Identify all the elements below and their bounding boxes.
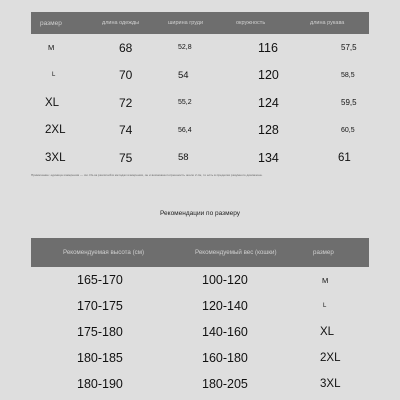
table-row (31, 267, 369, 293)
weight-cell: 140-160 (202, 325, 248, 339)
chest-cell: 54 (178, 69, 189, 81)
table-row (31, 34, 369, 62)
size-cell: L (52, 72, 56, 79)
header-chest: ширина груди (168, 20, 204, 26)
sleeve-cell: 61 (338, 151, 351, 164)
sleeve-cell: 59,5 (341, 98, 357, 108)
table-header-row (31, 238, 369, 267)
chest-cell: 56,4 (178, 126, 192, 134)
height-cell: 165-170 (77, 273, 123, 287)
header-size: размер (313, 249, 334, 256)
sleeve-cell: 58,5 (341, 71, 355, 79)
height-cell: 180-190 (77, 377, 123, 391)
length-cell: 75 (119, 150, 133, 165)
table-row (31, 62, 369, 90)
sleeve-cell: 57,5 (341, 43, 357, 53)
size-cell: M (322, 275, 329, 285)
table-row (31, 89, 369, 117)
weight-cell: 100-120 (202, 273, 248, 287)
circumference-cell: 120 (258, 68, 279, 83)
table-row (31, 293, 369, 319)
chest-cell: 58 (178, 152, 189, 164)
length-cell: 70 (119, 68, 133, 83)
weight-cell: 120-140 (202, 299, 248, 313)
size-cell: XL (320, 326, 335, 338)
circumference-cell: 116 (258, 40, 278, 55)
header-height: Рекомендуемая высота (см) (63, 249, 145, 256)
chest-cell: 55,2 (178, 99, 192, 107)
table-row (31, 319, 369, 345)
size-measurement-table (31, 12, 369, 172)
size-cell: 2XL (320, 352, 341, 364)
length-cell: 68 (119, 40, 133, 55)
table-row (31, 144, 369, 172)
chest-cell: 52,8 (178, 44, 192, 52)
length-cell: 74 (119, 123, 133, 138)
height-cell: 170-175 (77, 299, 123, 313)
sleeve-cell: 60,5 (341, 126, 355, 134)
size-cell: 3XL (320, 378, 341, 390)
size-cell: L (323, 303, 327, 309)
table-row (31, 371, 369, 397)
height-cell: 175-180 (77, 325, 123, 339)
measurement-note: Примечание: единица измерения — см. Из-за различий в методах измерения, он и возможна погрешность около 2 см, то есть в пределах разумного диапазона. (31, 173, 263, 177)
weight-cell: 160-180 (202, 351, 248, 365)
header-circumference: окружность (236, 20, 266, 26)
table-row (31, 345, 369, 371)
circumference-cell: 134 (258, 150, 279, 165)
length-cell: 72 (119, 95, 133, 110)
header-weight: Рекомендуемый вес (кошки) (195, 249, 277, 256)
size-cell: M (48, 43, 55, 53)
recommendation-title: Рекомендации по размеру (159, 210, 241, 217)
size-recommendation-table (31, 238, 369, 397)
height-cell: 180-185 (77, 351, 123, 365)
size-cell: 3XL (45, 151, 66, 164)
circumference-cell: 124 (258, 95, 279, 110)
circumference-cell: 128 (258, 123, 279, 138)
size-cell: XL (45, 96, 60, 109)
weight-cell: 180-205 (202, 377, 248, 391)
size-cell: 2XL (45, 124, 66, 137)
header-length: длина одежды (102, 20, 140, 26)
table-header-row (31, 12, 369, 34)
header-size: размер (40, 19, 62, 27)
header-sleeve: длина рукава (310, 20, 345, 26)
table-row (31, 117, 369, 145)
